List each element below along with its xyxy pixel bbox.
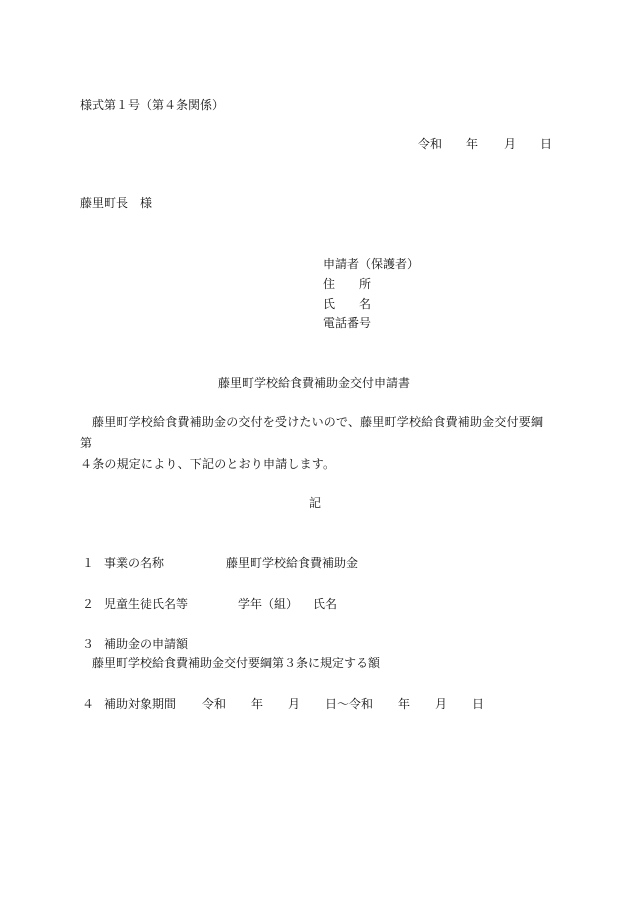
body-line-2: ４条の規定により、下記のとおり申請します。: [80, 457, 336, 471]
date-year-unit: 年: [466, 137, 479, 151]
item-4-start-era: 令和: [202, 697, 227, 711]
item-3-label: 補助金の申請額: [104, 637, 189, 651]
body-line-1: 藤里町学校給食費補助金の交付を受けたいので、藤里町学校給食費補助金交付要綱第: [80, 415, 544, 450]
applicant-heading: 申請者（保護者）: [323, 257, 420, 271]
document-title: 藤里町学校給食費補助金交付申請書: [218, 376, 411, 390]
date-day-unit: 日: [540, 137, 553, 151]
item-3-detail: 藤里町学校給食費補助金交付要綱第３条に規定する額: [92, 656, 381, 670]
item-4-label: 補助対象期間: [104, 697, 177, 711]
item-2-number: ２: [82, 597, 95, 611]
date-month-unit: 月: [504, 137, 517, 151]
item-4-end-month: 月: [435, 697, 448, 711]
addressee: 藤里町長 様: [80, 196, 153, 210]
ki-heading: 記: [309, 496, 322, 510]
item-3-number: ３: [82, 637, 95, 651]
item-4-number: ４: [82, 697, 95, 711]
name-label: 氏 名: [323, 297, 372, 311]
item-2-name: 氏名: [313, 597, 338, 611]
item-2-label: 児童生徒氏名等: [104, 597, 189, 611]
item-1-value: 藤里町学校給食費補助金: [226, 556, 359, 570]
item-4-start-day: 日～令和: [325, 697, 374, 711]
item-4-end-year: 年: [398, 697, 411, 711]
item-4-start-month: 月: [288, 697, 301, 711]
body-paragraph: [80, 412, 552, 475]
date-era: 令和: [418, 137, 443, 151]
item-1-label: 事業の名称: [104, 556, 165, 570]
phone-label: 電話番号: [323, 316, 372, 330]
item-2-grade: 学年（組）: [238, 597, 299, 611]
item-4-start-year: 年: [251, 697, 264, 711]
form-number: 様式第１号（第４条関係）: [80, 98, 225, 112]
item-1-number: １: [82, 556, 95, 570]
item-4-end-day: 日: [472, 697, 485, 711]
address-label: 住 所: [323, 277, 372, 291]
